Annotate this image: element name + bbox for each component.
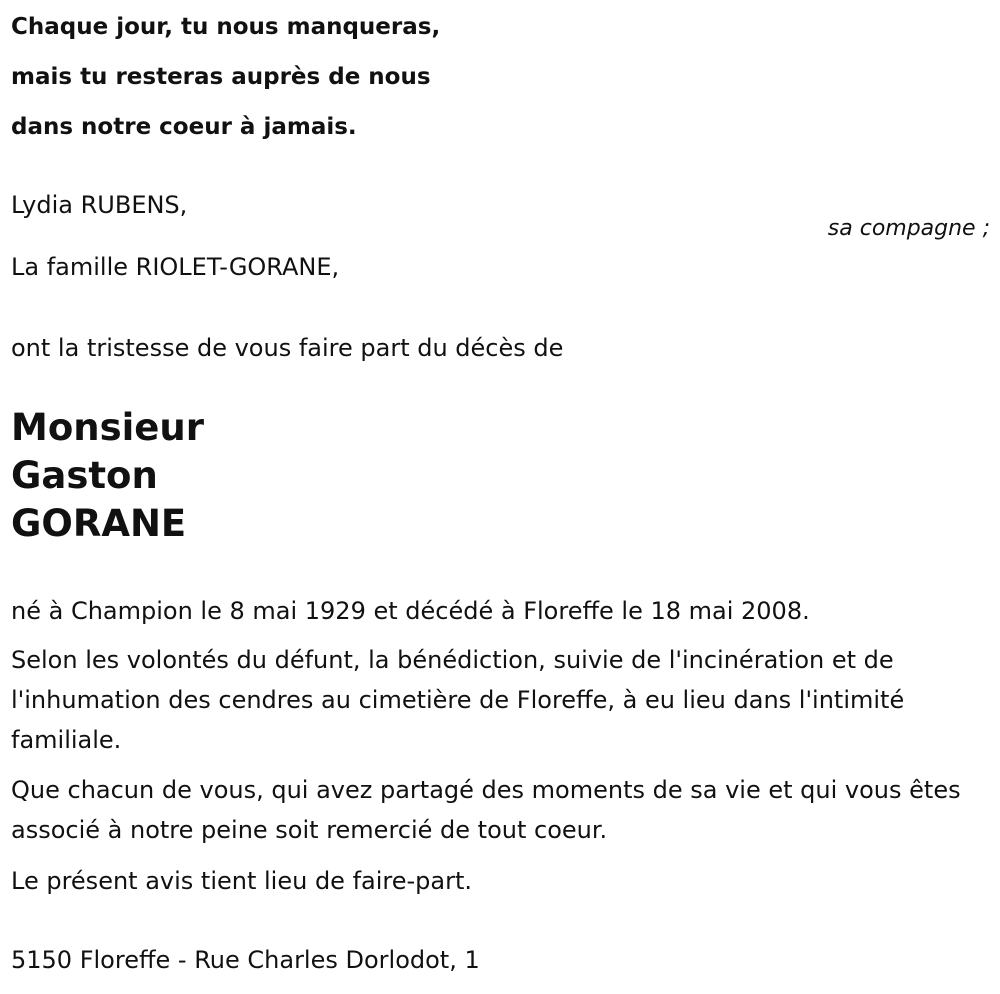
- announcement-intro: ont la tristesse de vous faire part du décès de: [11, 334, 564, 362]
- address: 5150 Floreffe - Rue Charles Dorlodot, 1: [11, 946, 480, 974]
- poem-line: mais tu resteras auprès de nous: [11, 64, 431, 90]
- notice-paragraph: Le présent avis tient lieu de faire-part.: [11, 867, 473, 895]
- poem: [11, 2, 440, 152]
- thanks-paragraph: Que chacun de vous, qui avez partagé des moments de sa vie et qui vous êtes associé à notre peine soit remercié de tout coeur.: [11, 776, 961, 844]
- poem-line: Chaque jour, tu nous manqueras,: [11, 14, 441, 40]
- birth-death-paragraph: né à Champion le 8 mai 1929 et décédé à Floreffe le 18 mai 2008.: [11, 597, 810, 625]
- family-member-role: sa compagne ;: [827, 216, 990, 241]
- family-member-companion: Lydia RUBENS,: [11, 191, 188, 219]
- deceased-first-name: Gaston: [11, 454, 158, 497]
- deceased-last-name: GORANE: [11, 502, 187, 545]
- deceased-title: Monsieur: [11, 406, 204, 449]
- ceremony-paragraph: Selon les volontés du défunt, la bénédiction, suivie de l'incinération et de l'inhumation des cendres au cimetière de Floreffe, à eu lieu dans l'intimité familiale.: [11, 646, 905, 754]
- poem-line: dans notre coeur à jamais.: [11, 114, 357, 140]
- deceased-name: [11, 404, 204, 548]
- family-member-family: La famille RIOLET-GORANE,: [11, 253, 340, 281]
